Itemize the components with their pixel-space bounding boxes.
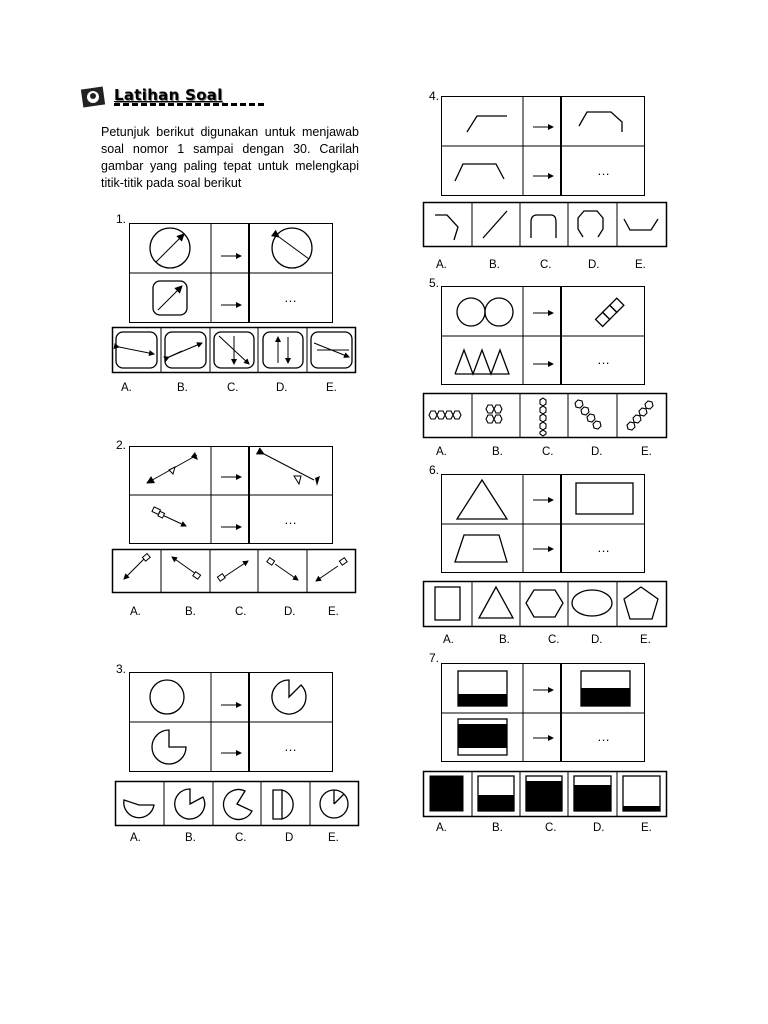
option-label-d: D.	[591, 446, 603, 458]
option-label-a: A.	[443, 634, 454, 646]
option-label-d: D.	[593, 822, 605, 834]
option-label-e: E.	[641, 446, 652, 458]
question-6-grid	[441, 474, 645, 573]
option-label-b: B.	[185, 832, 196, 844]
question-3-options	[115, 781, 359, 826]
question-3-grid	[129, 672, 333, 772]
missing-cell-ellipsis: …	[597, 540, 610, 555]
option-label-d: D.	[276, 382, 288, 394]
missing-cell-ellipsis: …	[284, 739, 297, 754]
option-label-d: D	[285, 832, 294, 844]
option-label-b: B.	[499, 634, 510, 646]
question-5-options	[423, 393, 667, 438]
missing-cell-ellipsis: …	[597, 729, 610, 744]
option-label-e: E.	[635, 259, 646, 271]
option-label-c: C.	[235, 832, 247, 844]
question-number: 2.	[116, 438, 127, 452]
option-label-b: B.	[492, 822, 503, 834]
option-label-e: E.	[641, 822, 652, 834]
question-7-options	[423, 771, 667, 817]
option-label-c: C.	[545, 822, 557, 834]
missing-cell-ellipsis: …	[597, 163, 610, 178]
question-1-options	[112, 327, 356, 373]
option-label-a: A.	[436, 446, 447, 458]
question-number: 4.	[429, 89, 440, 103]
question-number: 1.	[116, 212, 127, 226]
page-title: Latihan Soal	[114, 86, 223, 104]
question-4-grid	[441, 96, 645, 196]
option-label-a: A.	[121, 382, 132, 394]
option-label-c: C.	[548, 634, 560, 646]
option-label-c: C.	[542, 446, 554, 458]
option-label-e: E.	[328, 832, 339, 844]
option-label-d: D.	[591, 634, 603, 646]
option-label-b: B.	[492, 446, 503, 458]
option-label-e: E.	[328, 606, 339, 618]
option-label-a: A.	[436, 259, 447, 271]
question-6-options	[423, 581, 667, 627]
missing-cell-ellipsis: …	[597, 352, 610, 367]
missing-cell-ellipsis: …	[284, 512, 297, 527]
option-label-b: B.	[177, 382, 188, 394]
question-5-grid	[441, 286, 645, 385]
option-label-b: B.	[489, 259, 500, 271]
question-4-options	[423, 202, 667, 247]
question-number: 3.	[116, 662, 127, 676]
option-label-e: E.	[326, 382, 337, 394]
title-underline	[114, 103, 264, 106]
option-label-a: A.	[436, 822, 447, 834]
missing-cell-ellipsis: …	[284, 290, 297, 305]
option-label-b: B.	[185, 606, 196, 618]
question-number: 5.	[429, 276, 440, 290]
head-icon	[82, 86, 108, 108]
option-label-c: C.	[540, 259, 552, 271]
option-label-c: C.	[235, 606, 247, 618]
option-label-d: D.	[284, 606, 296, 618]
option-label-e: E.	[640, 634, 651, 646]
question-1-grid	[129, 223, 333, 323]
question-number: 7.	[429, 651, 440, 665]
option-label-c: C.	[227, 382, 239, 394]
option-label-d: D.	[588, 259, 600, 271]
instructions: Petunjuk berikut digunakan untuk menjawab soal nomor 1 sampai dengan 30. Carilah gambar yang paling tepat untuk melengkapi titik-titik pada soal berikut	[101, 125, 359, 190]
option-label-a: A.	[130, 606, 141, 618]
question-2-grid	[129, 446, 333, 544]
question-2-options	[112, 549, 356, 593]
question-7-grid	[441, 663, 645, 762]
option-label-a: A.	[130, 832, 141, 844]
question-number: 6.	[429, 463, 440, 477]
